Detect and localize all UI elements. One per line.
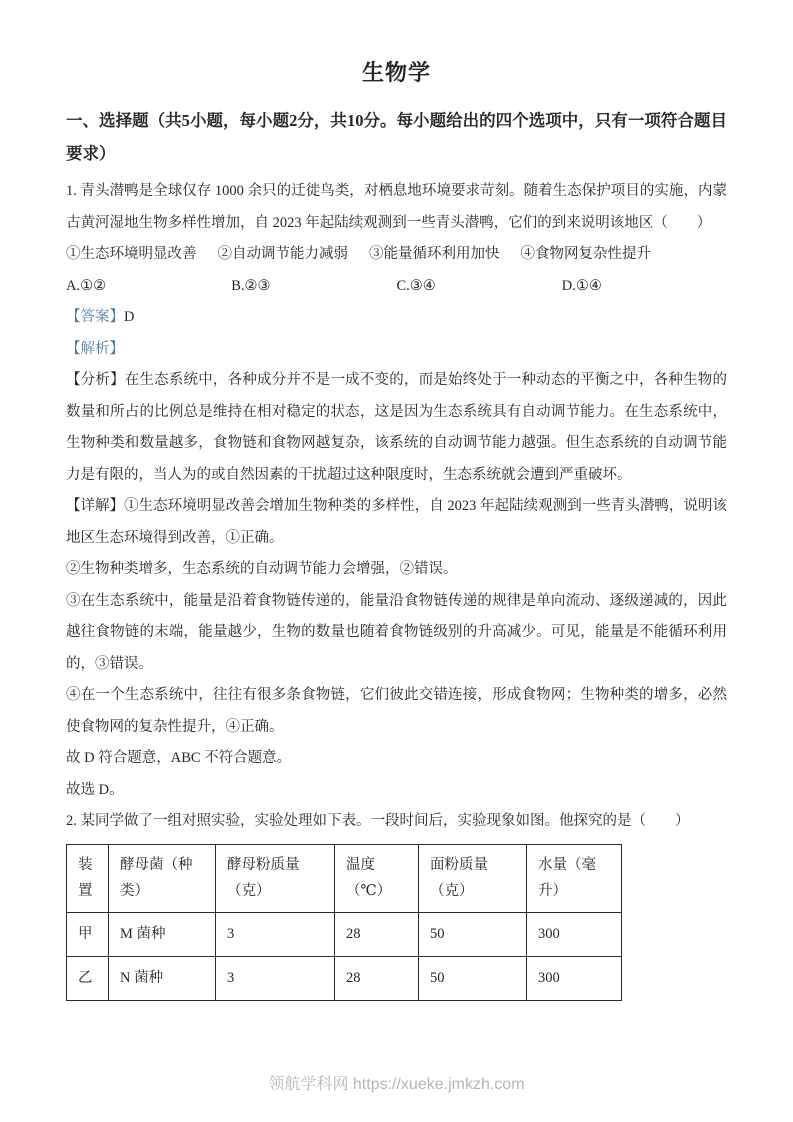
section-heading: 一、选择题（共5小题，每小题2分，共10分。每小题给出的四个选项中，只有一项符合题目要求） bbox=[66, 111, 727, 163]
cell-water-volume-yi: 300 bbox=[527, 956, 622, 1000]
answer-label: 【答案】 bbox=[66, 309, 124, 325]
header-yeast-type: 酵母菌（种类） bbox=[109, 844, 216, 912]
cell-flour-mass-jia: 50 bbox=[419, 912, 527, 956]
explanation-label: 【解析】 bbox=[66, 340, 124, 357]
header-yeast-mass: 酵母粉质量（克） bbox=[216, 844, 335, 912]
header-device: 装置 bbox=[67, 844, 109, 912]
conclusion-line: 故 D 符合题意，ABC 不符合题意。 bbox=[66, 750, 292, 766]
final-choice-line: 故选 D。 bbox=[66, 781, 124, 798]
statement-2: ②自动调节能力减弱 bbox=[217, 246, 348, 262]
option-c: C.③④ bbox=[396, 277, 436, 294]
experiment-table bbox=[66, 844, 622, 1001]
header-flour-mass: 面粉质量（克） bbox=[419, 844, 527, 912]
option-d: D.①④ bbox=[561, 277, 602, 294]
page-title: 生物学 bbox=[361, 60, 431, 85]
table-header-row bbox=[67, 844, 622, 912]
header-water-volume: 水量（毫升） bbox=[527, 844, 622, 912]
option-a: A.①② bbox=[66, 277, 107, 294]
analysis-paragraph: 【分析】在生态系统中，各种成分并不是一成不变的，而是始终处于一种动态的平衡之中，各种生物的数量和所占的比例总是维持在相对稳定的状态，这是因为生态系统具有自动调节能力。在生态系统中，生物种类和数量越多，食物链和食物网越复杂，该系统的自动调节能力越强。但生态系统的自动调节能力是有限的，当人为的或自然因素的干扰超过这种限度时，生态系统就会遭到严重破坏。 bbox=[66, 372, 727, 483]
table-row bbox=[67, 956, 622, 1000]
explanation-label-line bbox=[66, 334, 727, 366]
cell-temperature-yi: 28 bbox=[335, 956, 419, 1000]
option-b: B.②③ bbox=[231, 277, 271, 294]
cell-yeast-mass-yi: 3 bbox=[216, 956, 335, 1000]
statement-1: ①生态环境明显改善 bbox=[66, 246, 197, 262]
cell-flour-mass-yi: 50 bbox=[419, 956, 527, 1000]
cell-yeast-type-yi: N 菌种 bbox=[109, 956, 216, 1000]
cell-water-volume-jia: 300 bbox=[527, 912, 622, 956]
watermark-footer: 领航学科网 https://xueke.jmkzh.com bbox=[268, 1076, 525, 1093]
answer-line bbox=[66, 302, 727, 334]
question-2-stem: 2. 某同学做了一组对照实验，实验处理如下表。一段时间后，实验现象如图。他探究的是（ ） bbox=[66, 813, 690, 829]
cell-device-jia: 甲 bbox=[67, 912, 109, 956]
detail-paragraph-2: ②生物种类增多，生态系统的自动调节能力会增强，②错误。 bbox=[66, 561, 458, 577]
statement-4: ④食物网复杂性提升 bbox=[520, 246, 651, 262]
table-row bbox=[67, 912, 622, 956]
detail-paragraph-4: ④在一个生态系统中，往往有很多条食物链，它们彼此交错连接，形成食物网；生物种类的增多，必然使食物网的复杂性提升，④正确。 bbox=[66, 687, 727, 735]
detail-paragraph-3: ③在生态系统中，能量是沿着食物链传递的，能量沿食物链传递的规律是单向流动、逐级递减的，因此越往食物链的末端，能量越少，生物的数量也随着食物链级别的升高减少。可见，能量是不能循环利用的，③错误。 bbox=[66, 592, 727, 672]
question-1-statements bbox=[66, 239, 727, 271]
statement-3: ③能量循环利用加快 bbox=[369, 246, 500, 262]
header-temperature: 温度（℃） bbox=[335, 844, 419, 912]
answer-value: D bbox=[124, 309, 135, 325]
question-1-stem: 1. 青头潜鸭是全球仅存 1000 余只的迁徙鸟类，对栖息地环境要求苛刻。随着生态保护项目的实施，内蒙古黄河湿地生物多样性增加，自 2023 年起陆续观测到一些青头潜鸭，它们的到来说明该地区（ ） bbox=[66, 183, 727, 231]
cell-device-yi: 乙 bbox=[67, 956, 109, 1000]
cell-yeast-type-jia: M 菌种 bbox=[109, 912, 216, 956]
question-1-options bbox=[66, 271, 727, 303]
cell-yeast-mass-jia: 3 bbox=[216, 912, 335, 956]
cell-temperature-jia: 28 bbox=[335, 912, 419, 956]
detail-paragraph-1: 【详解】①生态环境明显改善会增加生物种类的多样性，自 2023 年起陆续观测到一些青头潜鸭，说明该地区生态环境得到改善，①正确。 bbox=[66, 498, 727, 546]
